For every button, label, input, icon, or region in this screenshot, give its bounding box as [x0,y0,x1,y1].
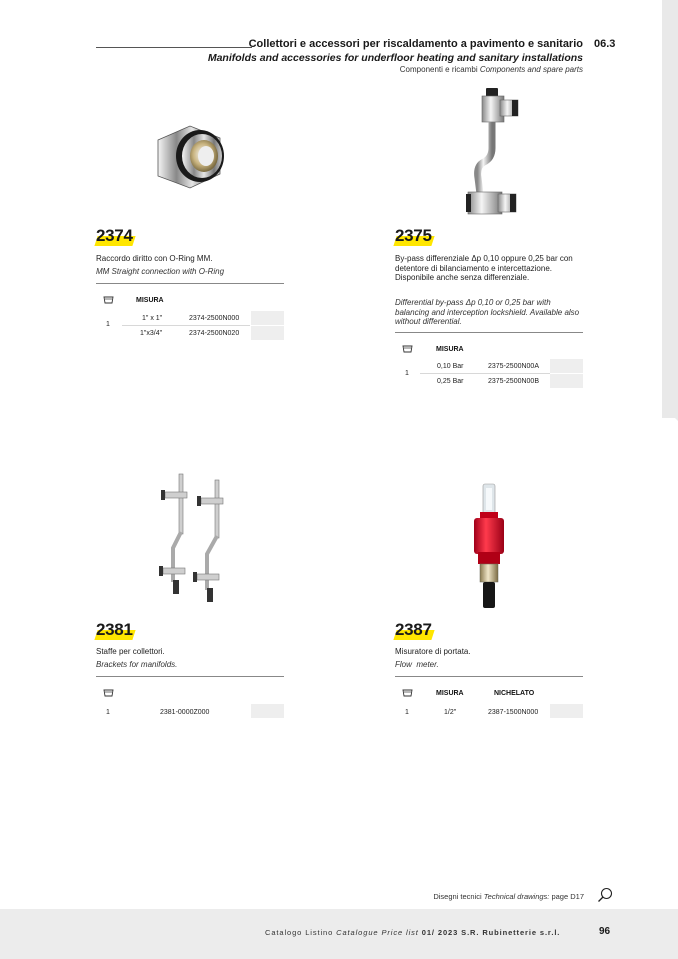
table-cell-ref: 2381-0000Z000 [160,709,210,716]
side-tab-tip [662,405,678,421]
side-tab [662,0,678,418]
product-code: 2387 [395,620,432,639]
table-header-finish: NICHELATO [494,690,535,697]
description-en: Flow meter. [395,660,439,669]
table-cell-ref: 2375-2500N00B [488,378,539,385]
table-cell-misura: 1"x3/4" [140,330,163,337]
search-icon[interactable] [597,887,613,903]
tech-page: page D17 [551,892,584,901]
description-it: By-pass differenziale Δp 0,10 oppure 0,25 bar con detentore di bilanciamento e intercettazione. Disponibile anche senza differenziale. [395,254,573,283]
table-cell-ref: 2375-2500N00A [488,363,539,370]
description-en: Differential by-pass Δp 0,10 or 0,25 bar with balancing and interception lockshield. Available also without differential. [395,298,580,327]
components-en: Components and spare parts [479,65,583,74]
table-cell-ref: 2387-1500N000 [488,709,539,716]
table-cell-misura: 1" x 1" [142,315,163,322]
row-separator [420,373,550,374]
table-top-rule [96,676,284,677]
group-number: 1 [106,709,110,716]
header-rule [96,47,252,48]
table-top-rule [395,676,583,677]
group-number: 1 [405,709,409,716]
tech-it: Disegni tecnici [433,892,482,901]
table-cell-misura: 0,10 Bar [437,363,464,370]
description-en: Brackets for manifolds. [96,660,178,669]
page-title: Collettori e accessori per riscaldamento a pavimento e sanitario [248,38,583,50]
page-number: 96 [599,926,611,937]
package-icon [402,345,413,353]
price-cell [251,311,284,325]
price-cell [251,326,284,340]
table-top-rule [395,332,583,333]
price-cell [550,704,583,718]
price-cell [251,704,284,718]
table-header-misura: MISURA [136,297,164,304]
fitting-2374-image [150,118,236,198]
table-header-misura: MISURA [436,346,464,353]
section-number: 06.3 [594,38,616,50]
row-separator [122,325,250,326]
page-subtitle: Manifolds and accessories for underfloor heating and sanitary installations [207,52,583,64]
catalog-it: Catalogo Listino [265,928,334,937]
price-cell [550,359,583,373]
table-cell-ref: 2374-2500N000 [189,315,240,322]
company: S.R. Rubinetterie s.r.l. [461,928,561,937]
description-en: MM Straight connection with O-Ring [96,267,225,276]
group-number: 1 [405,370,409,377]
product-code: 2375 [395,226,432,245]
components-it: Componenti e ricambi [399,65,478,74]
package-icon [402,689,413,697]
price-cell [550,374,583,388]
table-cell-misura: 1/2" [444,709,457,716]
table-cell-misura: 0,25 Bar [437,378,464,385]
tech-en: Technical drawings: [483,892,550,901]
group-number: 1 [106,321,110,328]
description-it: Raccordo diritto con O-Ring MM. [96,254,213,263]
catalog-en: Catalogue Price list [336,928,419,937]
components-label [400,65,583,74]
bypass-2375-image [462,86,524,221]
footer-catalog [265,928,560,937]
product-code: 2374 [96,226,133,245]
brackets-2381-image [155,470,235,610]
edition: 01/ 2023 [421,928,459,937]
table-top-rule [96,283,284,284]
description-it: Misuratore di portata. [395,647,471,656]
table-cell-ref: 2374-2500N020 [189,330,240,337]
description-it: Staffe per collettori. [96,647,165,656]
flowmeter-2387-image [470,480,510,612]
table-header-misura: MISURA [436,690,464,697]
product-code: 2381 [96,620,133,639]
package-icon [103,296,114,304]
package-icon [103,689,114,697]
technical-drawings-note [433,892,584,901]
